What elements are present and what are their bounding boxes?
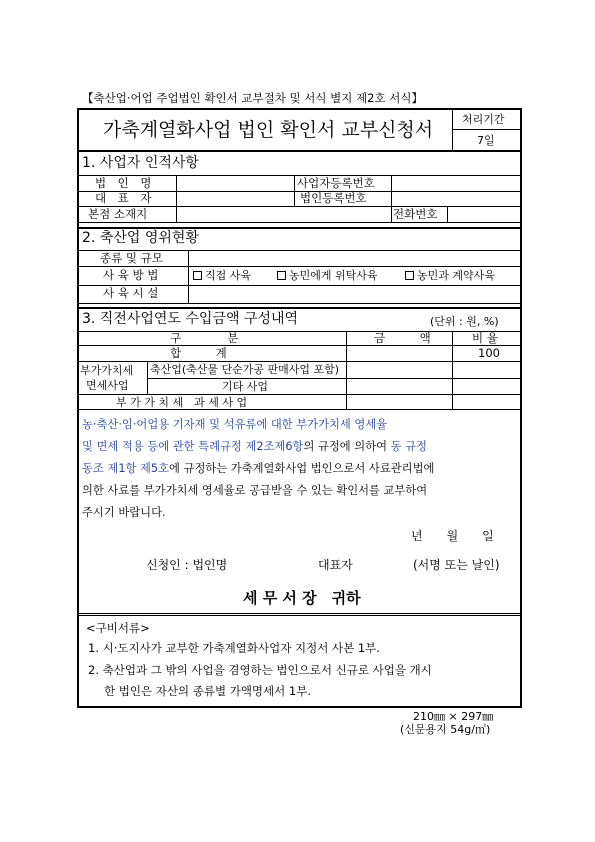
- group-label-exempt: 면세사업: [86, 379, 129, 392]
- attachment-item-1: 1. 시·도지사가 교부한 가축계열화사업자 지정서 사본 1부.: [88, 641, 380, 655]
- kind-scale-label: 종류 및 규모: [100, 251, 163, 265]
- applicant-label: 신청인 : 법인명: [146, 558, 228, 572]
- phone-label: 전화번호: [393, 207, 438, 221]
- livestock-amount-field[interactable]: [347, 362, 451, 377]
- facility-label: 사 육 시 설: [103, 286, 159, 300]
- unit-note: (단위 : 원, %): [430, 315, 499, 328]
- applicant-rep-label: 대표자: [318, 558, 353, 572]
- kind-scale-field[interactable]: [189, 251, 520, 265]
- method-label: 사 육 방 법: [103, 268, 159, 282]
- paper-type: (신문용지 54g/㎡): [400, 723, 491, 736]
- row-livestock: 축산업(축산물 단순가공 판매사업 포함): [150, 363, 340, 376]
- recipient: 세 무 서 장 귀하: [243, 589, 361, 607]
- attachment-item-2: 2. 축산업과 그 밖의 사업을 겸영하는 법인으로서 신규로 사업을 개시: [88, 663, 432, 677]
- form-title: 가축계열화사업 법인 확인서 교부신청서: [103, 119, 434, 141]
- request-paragraph: 농·축산·임·어업용 기자재 및 석유류에 대한 부가가치세 영세율 및 면세 적용 등에 관한 특례규정 제2조제6항의 규정에 의하여 동 규정 동조 제1항 제5호에 규정하는 가축계열화사업 법인으로서 사료관리법에 의한 사료를 부가가치세 영세율로 공급받을 수 있는 확인서를 교부하여 주시기 바랍니다.: [82, 418, 435, 519]
- col-amount: 금 액: [374, 331, 431, 345]
- group-label-vat: 부가가치세: [80, 364, 134, 377]
- attachments-heading: <구비서류>: [86, 621, 150, 635]
- phone-field[interactable]: [448, 207, 520, 221]
- biz-reg-no-label: 사업자등록번호: [297, 176, 375, 190]
- taxable-ratio-field[interactable]: [453, 395, 520, 408]
- sign-label: (서명 또는 날인): [413, 558, 500, 572]
- total-label: 합 계: [170, 346, 227, 360]
- col-category: 구 분: [170, 331, 239, 345]
- method-option-entrusted[interactable]: 농민에게 위탁사육: [277, 270, 378, 281]
- method-option-direct[interactable]: 직접 사육: [193, 270, 251, 281]
- date-line: 년 월 일: [411, 529, 494, 543]
- representative-label: 대 표 자: [95, 191, 152, 205]
- col-ratio: 비 율: [472, 331, 498, 345]
- corp-name-field[interactable]: [177, 176, 293, 190]
- address-label: 본점 소재지: [88, 207, 148, 221]
- livestock-ratio-field[interactable]: [453, 362, 520, 377]
- checkbox-icon: [277, 271, 286, 280]
- corp-reg-no-field[interactable]: [392, 192, 520, 205]
- address-field[interactable]: [177, 207, 390, 221]
- section2-heading: 2. 축산업 영위현황: [82, 230, 199, 246]
- processing-period-label: 처리기간: [462, 113, 505, 126]
- total-ratio: 100: [478, 346, 500, 360]
- facility-field[interactable]: [189, 286, 520, 302]
- processing-period-value: 7일: [477, 134, 495, 147]
- row-taxable: 부 가 가 치 세 과 세 사 업: [116, 396, 248, 409]
- section1-heading: 1. 사업자 인적사항: [82, 155, 199, 171]
- total-amount-field[interactable]: [347, 346, 451, 360]
- form-header-note: 【축산업·어업 주업법인 확인서 교부절차 및 서식 별지 제2호 서식】: [82, 91, 423, 105]
- checkbox-icon: [405, 271, 414, 280]
- attachment-item-2-cont: 한 법인은 자산의 종류별 가액명세서 1부.: [104, 684, 311, 698]
- taxable-amount-field[interactable]: [347, 395, 451, 408]
- section3-heading: 3. 직전사업연도 수입금액 구성내역: [82, 311, 299, 327]
- corp-reg-no-label: 법인등록번호: [300, 191, 367, 205]
- method-option-contract[interactable]: 농민과 계약사육: [405, 270, 495, 281]
- other-ratio-field[interactable]: [453, 379, 520, 393]
- representative-field[interactable]: [177, 192, 293, 205]
- row-other: 기타 사업: [222, 380, 269, 393]
- other-amount-field[interactable]: [347, 379, 451, 393]
- biz-reg-no-field[interactable]: [392, 176, 520, 190]
- checkbox-icon: [193, 271, 202, 280]
- paper-size: 210㎜ × 297㎜: [413, 710, 494, 723]
- corp-name-label: 법 인 명: [95, 176, 152, 190]
